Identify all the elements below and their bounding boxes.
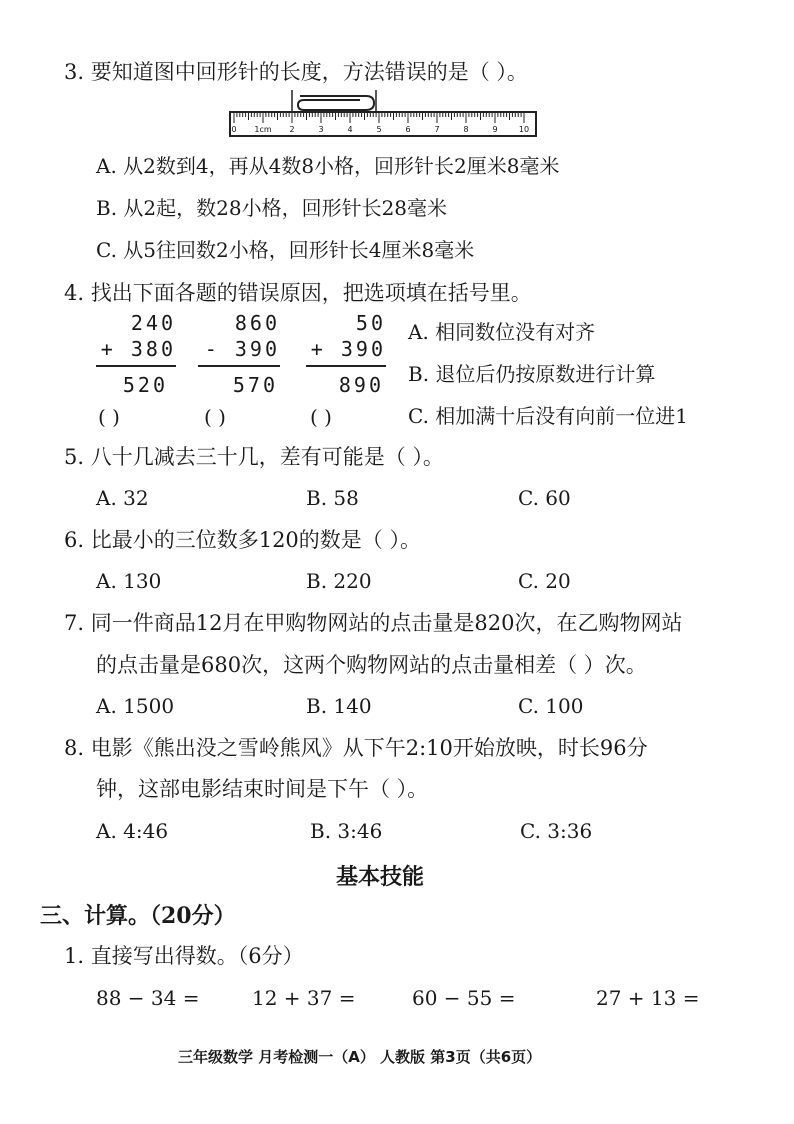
q4-stem: 4. 找出下面各题的错误原因，把选项填在括号里。 [64, 281, 532, 305]
q8-option-a: A. 4:46 [96, 819, 169, 843]
answer-blank-2[interactable]: ( ) [204, 405, 226, 429]
q3-option-c: C. 从5往回数2小格，回形针长4厘米8毫米 [96, 238, 475, 262]
q8-stem-line2: 钟，这部电影结束时间是下午（ ）。 [96, 777, 429, 801]
section3-title: 三、计算。（20分） [40, 903, 236, 929]
ruler-label: 0 [231, 125, 237, 134]
result-1: 520 [122, 373, 168, 397]
sum-line [96, 365, 176, 367]
q6-option-c: C. 20 [518, 569, 571, 593]
result-3: 890 [338, 373, 384, 397]
subtrahend: - 390 [204, 337, 280, 361]
calc-expression: 12 + 37 = [252, 986, 356, 1010]
ruler-body [230, 112, 536, 136]
q3-option-a: A. 从2数到4，再从4数8小格，回形针长2厘米8毫米 [96, 154, 560, 178]
q7-stem-line2: 的点击量是680次，这两个购物网站的点击量相差（ ）次。 [96, 653, 647, 677]
addend-bottom: + 390 [310, 337, 386, 361]
calc-expression: 88 − 34 = [96, 986, 200, 1010]
q7-option-a: A. 1500 [96, 694, 175, 718]
q7-option-b: B. 140 [306, 694, 372, 718]
q5-stem: 5. 八十几减去三十几，差有可能是（ ）。 [64, 445, 444, 469]
q3-stem: 3. 要知道图中回形针的长度，方法错误的是（ ）。 [64, 60, 528, 84]
ruler-label: 8 [463, 125, 469, 134]
q6-option-a: A. 130 [96, 569, 162, 593]
page-footer: 三年级数学 月考检测一（A） 人教版 第3页（共6页） [178, 1048, 542, 1066]
ruler-label: 4 [347, 125, 353, 134]
sum-line [306, 365, 386, 367]
addend-bottom: + 380 [100, 337, 176, 361]
ruler-label: 1cm [254, 125, 272, 134]
ruler-label: 6 [405, 125, 411, 134]
q5-option-b: B. 58 [306, 486, 359, 510]
q7-stem-line1: 7. 同一件商品12月在甲购物网站的点击量是820次，在乙购物网站 [64, 611, 683, 635]
addend-top: 240 [130, 311, 176, 335]
q8-stem-line1: 8. 电影《熊出没之雪岭熊风》从下午2:10开始放映，时长96分 [64, 736, 648, 760]
q5-option-c: C. 60 [518, 486, 571, 510]
q6-stem: 6. 比最小的三位数多120的数是（ ）。 [64, 528, 421, 552]
answer-blank-1[interactable]: ( ) [98, 405, 120, 429]
q8-option-b: B. 3:46 [310, 819, 383, 843]
difference-line [198, 365, 280, 367]
ruler-label: 5 [376, 125, 382, 134]
q4-reason-a: A. 相同数位没有对齐 [408, 320, 596, 344]
q6-option-b: B. 220 [306, 569, 372, 593]
ruler-label: 7 [434, 125, 440, 134]
vertical-problem-2 [198, 310, 280, 362]
section-subtitle: 基本技能 [336, 864, 425, 890]
addend-top: 50 [355, 311, 386, 335]
ruler-label: 10 [518, 125, 530, 134]
vertical-problem-3 [306, 310, 386, 362]
q4-reason-c: C. 相加满十后没有向前一位进1 [408, 404, 689, 428]
calc-expression: 27 + 13 = [596, 986, 700, 1010]
vertical-problem-1 [96, 310, 176, 362]
ruler-figure [228, 86, 544, 142]
paperclip-icon [298, 96, 374, 110]
q3-option-b: B. 从2起，数28小格，回形针长28毫米 [96, 196, 448, 220]
result-2: 570 [232, 373, 278, 397]
minuend: 860 [234, 311, 280, 335]
q4-reason-b: B. 退位后仍按原数进行计算 [408, 362, 656, 386]
section3-sub1: 1. 直接写出得数。（6分） [64, 944, 304, 968]
ruler-label: 3 [318, 125, 324, 134]
ruler-label: 9 [492, 125, 498, 134]
q8-option-c: C. 3:36 [520, 819, 593, 843]
answer-blank-3[interactable]: ( ) [310, 405, 332, 429]
q5-option-a: A. 32 [96, 486, 149, 510]
calc-expression: 60 − 55 = [412, 986, 516, 1010]
ruler-label: 2 [289, 125, 295, 134]
q7-option-c: C. 100 [518, 694, 584, 718]
